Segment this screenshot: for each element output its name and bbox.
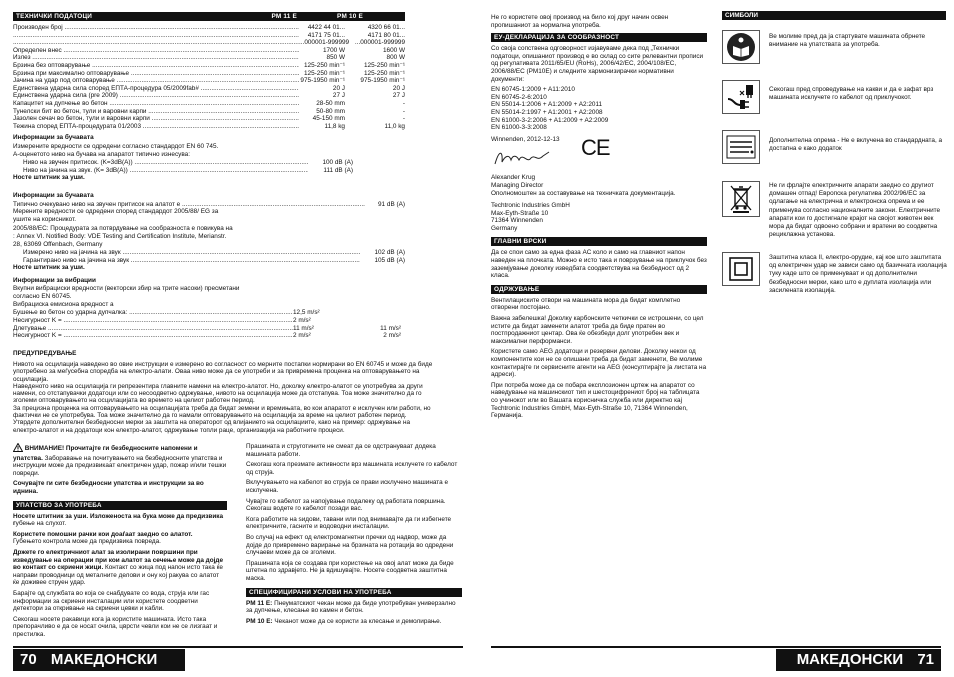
spec-row (13, 115, 405, 123)
spec-label: Тунелски бит во бетон, тули и варовни карпи ..... (13, 108, 299, 116)
spec-value-pm11: 4171 75 01... (307, 31, 345, 39)
noise2-line2: 2005/88/ЕС: Процедурата за потврдување на сообразноста е повикува на : Annex VI. Notified Body: VDE Testing and Certification Institute, Merianstr. 28, 63069 Offenbach, Germany (13, 224, 233, 248)
warning-title: ПРЕДУПРЕДУВАЊЕ (13, 349, 77, 357)
signer-role: Managing Director (491, 181, 544, 189)
col2-para-0: Прашината и струготините не смеат да се одстрануваат додека машината работи. (246, 443, 436, 458)
vibration-row-3: Несигурност K = ..... 2 m/s² 2 m/s² (13, 332, 405, 340)
spec-row (13, 108, 405, 116)
col2-para-1: Секогаш кога презмате активности врз машината исклучете го кабелот од струја. (246, 461, 458, 476)
symbol-text-3: Не ги фрлајте електричните апарати заедно со другиот домашен отпад! Европска регулатива 2002/96/ЕС за одлагање на електрична и електронска опрема и ее применува согласно националните закони. Електричните апарати кои го достигнале крајот на својот животен век мора да бидат одвоено собрани и вратени во соодветна рециклажна установа. (769, 182, 941, 239)
safety-keep: Сочувајте ги сите безбедносни упатства и инструкции за во иднина. (13, 480, 204, 495)
warning-para-2: За прецизна проценка на оптоварувањето на осцилацијата треба да бидат земени и времињата, во кои апаратот е исклучен или работи, но фактички не се употребува. Тоа може значително да го намали оптоварувањето на осцилација за време на целиот работен период. (13, 404, 431, 419)
ce-mark: CE (581, 135, 610, 161)
spec-value-pm10: 800 W (386, 54, 405, 62)
standard-item: EN 60745-1:2009 + A11:2010 (491, 86, 575, 94)
specs-col1: PM 11 E (271, 13, 297, 20)
maint-para-2: Користете само AEG додатоци и резервни делови. Доколку некои од компонентите кои не се опишани треба да бидат заменети, Ве молиме контактирајте ги сервисните агенти на AEG (консултирајте ја листата на адреси). (491, 348, 707, 379)
right-intro: Не го користете овој производ на било кој друг начин освен пропишаниот за нормална употреба. (491, 14, 669, 29)
left-bottom-col1 (13, 443, 227, 641)
specs-title: ТЕХНИЧКИ ПОДАТОЦИ (16, 13, 93, 20)
safety-p1: Носете штитник за уши. Изложеноста на бука може да предизвика губење на слухот. (13, 512, 224, 528)
spec-label: Производен број ..... (13, 24, 299, 32)
spec-row (13, 100, 405, 108)
accessory-icon (722, 130, 760, 164)
standard-item: EN 60745-2-6:2010 (491, 93, 547, 101)
spec-value-pm11: 28-50 mm (316, 99, 345, 107)
spec-label: Определен внес ..... (13, 47, 299, 55)
specs-table (13, 24, 405, 130)
vibration-row-1: Несигурност K = ..... 2 m/s² (13, 317, 405, 325)
spec-value-pm10: 11,0 kg (384, 122, 405, 130)
spec-label: Единствена ударна сила според ЕПТА-процедура 05/2009fab# ..... (13, 85, 299, 93)
vibration-line1: Вибрациска емисиона вредност a (13, 301, 114, 309)
noise1-title: Информации за бучавата (13, 134, 94, 142)
address (491, 202, 707, 232)
spec-label: Излез ..... (13, 54, 299, 62)
spec-row (13, 62, 405, 70)
spec-value-pm10: 4171 80 01... (367, 31, 405, 39)
address-line: Max-Eyth-Straße 10 (491, 209, 549, 217)
spec-value-pm10: 27 J (392, 92, 405, 100)
spec-label: Единствена ударна сила (pre 2009) ..... (13, 92, 299, 100)
spec-value-pm11: 27 J (332, 92, 345, 100)
vibration-title: Информации за вибрации (13, 276, 96, 284)
usage-section-header: УПАТСТВО ЗА УПОТРЕБА (13, 501, 227, 510)
signer-name: Alexander Krug (491, 174, 536, 182)
spec-value-pm11: 45-150 mm (312, 115, 345, 123)
safety-p2: Користете помошни рачки кои доаѓаат заедно со алатот. Губењето контрола може да предизвика повреда. (13, 530, 193, 546)
spec-value-pm10: 1600 W (382, 46, 405, 54)
symbol-text-1: Секогаш пред спроведување на какви и да е зафат врз машината исклучете го кабелот од приклучокот. (769, 86, 934, 102)
noise1-line1: А-оценетото ниво на бучава на апаратот типично изнесува: (13, 150, 190, 158)
spec-row (13, 70, 405, 78)
spec-value-pm11: 125-250 min⁻¹ (303, 61, 345, 69)
ce-section-header: ЕУ-ДЕКЛАРАЦИЈА ЗА СООБРАЗНОСТ (491, 33, 707, 42)
manual-read-icon (722, 30, 760, 64)
spec-value-pm10: - (402, 99, 405, 107)
address-line: Techtronic Industries GmbH (491, 202, 570, 210)
spec-value-pm11: 4422 44 01... (307, 24, 345, 31)
class-ii-icon (722, 252, 760, 286)
warning-para-3: Утврдете дополнителни безбедносни мерки за заштита на операторот од влијанието на осцилациите, како на пример: одржување на електро-алатот и на додатоци кон електро-алатот, одржување топли раце, организација на работните процеси. (13, 419, 411, 434)
vibration-row-2: Длетување ..... 11 m/s² 11 m/s² (13, 325, 405, 333)
authorized-text: Ополномоштен за составување на техничката документација. (491, 189, 676, 197)
standard-item: EN 61000-3-3:2008 (491, 124, 547, 132)
noise2-level-1: Гарантирано ниво на јачина на звук ..... 105 dB (A) (13, 257, 405, 265)
noise2-line1: Мерените вредности се одредени според стандардот 2005/88/ EG за ушите на корисникот. (13, 208, 219, 224)
vibration-line0: Вкупни вибрациски вредности (векторски збир на трите насоки) пресметани согласно EN 60745. (13, 284, 240, 300)
standard-item: EN 55014-2:1997 + A1:2001 + A2:2008 (491, 108, 603, 116)
spec-value-pm10: - (402, 107, 405, 115)
spec-row (13, 92, 405, 100)
right-page-title: МАКЕДОНСКИ (796, 651, 904, 668)
spec-value-pm10: 4320 66 01... (367, 24, 405, 31)
spec-row (13, 85, 405, 93)
right-col1 (491, 14, 707, 423)
safety-p4: Барајте од службата во која се снабдувате со вода, струја или гас информации за скриени инсталации или користете соодветни детектори за откривање на скриени цевки и кабли. (13, 589, 210, 613)
right-footer-rule (491, 646, 941, 648)
spec-value-pm11: 20 J (332, 84, 345, 92)
mains-text: Да се спои само за една фаза AC коло и само на главниот напон наведен на плочката. Можно е исто така и поврзување на приклучок без заземјување доколку изведбата соодветствува на безбедност од 2 класа. (491, 249, 707, 280)
specs-header (13, 12, 405, 21)
spec-value-pm10: 975-1950 min⁻¹ (360, 77, 405, 85)
spec-row (13, 39, 405, 47)
weee-bin-icon (722, 181, 760, 217)
spec-value-pm11: 125-250 min⁻¹ (303, 69, 345, 77)
noise1-level-1: Ниво на јачина на звук. (K= 3dB(A)) ..... 111 dB (A) (13, 167, 353, 175)
conditions-section-header: СПЕЦИФИЦИРАНИ УСЛОВИ НА УПОТРЕБА (246, 588, 462, 597)
spec-value-pm11: 850 W (326, 54, 345, 62)
col2-para-2: Вклучувањето на кабелот во струја се прави исклучено машината е исклучена. (246, 479, 449, 494)
spec-value-pm10: ...000001-999999 (354, 39, 405, 47)
spec-value-pm11: 11,8 kg (324, 122, 345, 130)
safety-p3: Држете го електричниот алат за изолирани површини при изведување на операции при кои алатот за сечење може да дојде во контакт со скриени жици. Контакт со жица под напон исто така ќе направи проводници од металните делови и ону кој ракува со алатот ќе доживее струен удар. (13, 548, 224, 587)
maint-para-3: При потреба може да се побара експлозионен цртеж на апаратот со наведување на машинскиот тип и шестоцифрениот број на таблицата со учинокот или во Вашата корисничка служба или директно кај Techtronic Industries GmbH, Max-Eyth-Straße 10, 71364 Winnenden, Германија. (491, 381, 700, 420)
right-footer (776, 649, 941, 671)
spec-label (13, 39, 299, 47)
col2-para-3: Чувајте го кабелот за напојување подалеку од работата површина. Секогаш водете го кабелот позади вас. (246, 497, 446, 513)
spec-row (13, 77, 405, 85)
col2-para-4: Кога работите на ѕидови, тавани или под внимавајте да ги избегнете електричните, гасните и водоводни инсталации. (246, 515, 452, 531)
col2-para-5: Во случај на ефект од електромагнетни пречки од надвор, може да дојде до привремено варирање на брзината на ротација во одредени случаеви може да се зголеми. (246, 533, 454, 557)
symbol-text-2: Дополнителна опрема - Не е вклучена во стандардната, а достапна е како додаток (769, 137, 943, 153)
vibration-row-0: Бушење во бетон со ударна дупчалка: ..... 12,5 m/s² (13, 309, 405, 317)
noise2-level-0: Измерено ниво на јачина на звук ..... 102 dB (A) (13, 249, 405, 257)
maint-para-1: Важна забелешка! Доколку карбонските четкички се истрошени, со цел истите да бидат заменети алатот треба да биде пратен во постпродажниот центар. Ова ќе обезбеди долг употребен век и максимални перформанси. (491, 315, 704, 345)
spec-label: Јачина на удар под оптоварување ..... (13, 77, 299, 85)
maint-para-0: Вентилациските отвори на машината мора да бидат комплетно отворени постојано. (491, 296, 681, 312)
specs-col2: PM 10 E (337, 13, 363, 20)
spec-row (13, 47, 405, 55)
safety-warning: ВНИМАНИЕ! Прочитајте ги безбедносните напомени и упатства. Заборавање на почитувањето на безбедносните упатства и инструкции може да предизвикаат електричен удар, пожар и/или тешки повреди. (13, 445, 227, 477)
spec-value-pm10: - (402, 115, 405, 123)
spec-label: Тежина според ЕПТА-процедурата 01/2003 ..... (13, 123, 299, 131)
noise2-line0: Типично очекувано ниво на звучен притисок на алатот е ..... 91 dB (A) (13, 201, 405, 209)
left-top-column (13, 10, 433, 434)
ce-text: Со своја сопствена одговорност изјавуваме дека под „Технички податоци, опишаниот производ е во склад со сите релевантни прописи од регулативата 2011/65/EU (RoHs), 2006/42/EC, 2004/108/EC, 2006/88/EC (PM10E) и следните хармонизирачки нормативни документи: (491, 45, 704, 83)
symbol-text-0: Ве молиме пред да ја стартувате машината обрнете внимание на упатствата за употреба. (769, 33, 926, 49)
safety-p5: Секогаш носете ракавици кога ја користите машината. Исто така препорачливо е да се носат очила, цврсти чевли кои не се лизгаат и престилка. (13, 615, 218, 638)
signature-image (493, 146, 553, 170)
address-line: Germany (491, 224, 518, 232)
spec-row (13, 54, 405, 62)
spec-value-pm10: 125-250 min⁻¹ (363, 61, 405, 69)
spec-label: Капацитет на дупчење во бетон ..... (13, 100, 299, 108)
spec-label: Јазолен сечач во бетон, тули и варовни карпи ..... (13, 115, 299, 123)
spec-value-pm11: 50-80 mm (316, 107, 345, 115)
spec-value-pm11: 975-1950 min⁻¹ (300, 77, 345, 85)
spec-label: Брзина при максимално оптоварување ..... (13, 70, 299, 78)
spec-label: Брзина без оптоварување ..... (13, 62, 299, 70)
spec-row (13, 24, 405, 32)
noise1-note: Носте штитник за уши. (13, 174, 85, 182)
left-page-number: 70 (20, 651, 37, 668)
mains-section-header: ГЛАВНИ ВРСКИ (491, 237, 707, 246)
noise2-title: Информации за бучавата (13, 192, 94, 200)
left-bottom-col2 (246, 443, 462, 628)
warning-para-1: Наведеното ниво на осцилација ги репрезентира главните намени на електро-алатот. Но, доколку електро-алатот се употребува за други намени, со отстапувачки додатоци или со несоодветно одржување, нивото на осцилација може да отстапува. Тоа може значително да го зголеми оптоварувањето на осцилацијата во времето на целиот работен период. (13, 382, 423, 405)
place-date: Winnenden, 2012-12-13 (491, 135, 560, 143)
spec-value-pm10: 20 J (392, 84, 405, 92)
left-page-title: МАКЕДОНСКИ (50, 651, 158, 668)
spec-value-pm11: ...000001-999999 (299, 39, 350, 47)
spec-value-pm10: 125-250 min⁻¹ (363, 69, 405, 77)
noise1-line0: Измерените вредности се одредени согласно стандардот EN 60 745. (13, 142, 219, 150)
warning-para-0: Нивото на осцилација наведено во овие инструкции е измерено во согласност со мерните постапки нормирани во EN 60745 и може да биде употребено за меѓусебна споредба на електро-алати. Оваа ниво може да се употреби и за привремена проценка на оптоварувањето на осцилација. (13, 360, 433, 383)
left-footer (13, 649, 185, 671)
unplug-icon (722, 80, 760, 114)
col2-para-6: Прашината која се создава при користење на овој алат може да биде штетна по здравјето. Не ја вдишувајте. Носете соодветна заштитна маска. (246, 559, 454, 582)
warning-triangle-icon (13, 443, 23, 455)
symbol-text-4: Заштитна класа II, електро-орудие, кај кое што заштитата од електричен удар не зависи само од базичната изолација туку каде што се применуваат и од дополнителни безбедносни мерки, како што е дуплата изолација или засилената изолација. (769, 254, 947, 294)
standards-list (491, 86, 707, 132)
pm11-para: PM 11 E: Пнеуматскиот чекан може да биде употребуван универзално за дупчење, клесање во камен и бетон. (246, 599, 456, 615)
noise1-level-0: Ниво на звучен притисок. (K=3dB(A)) ..... 100 dB (A) (13, 159, 353, 167)
standard-item: EN 55014-1:2006 + A1:2009 + A2:2011 (491, 101, 603, 109)
right-page-number: 71 (917, 651, 934, 668)
standard-item: EN 61000-3-2:2006 + A1:2009 + A2:2009 (491, 116, 609, 124)
spec-row (13, 32, 405, 40)
symbols-section-header: СИМБОЛИ (722, 11, 946, 20)
left-footer-rule (13, 646, 463, 648)
address-line: 71364 Winnenden (491, 217, 543, 225)
spec-value-pm11: 1700 W (322, 46, 345, 54)
spec-label (13, 32, 299, 40)
maintenance-section-header: ОДРЖУВАЊЕ (491, 285, 707, 294)
spec-row (13, 123, 405, 131)
pm10-para: PM 10 E: Чеканот може да се користи за клесање и демолирање. (246, 617, 442, 625)
noise2-note: Носте штитник за уши. (13, 264, 85, 272)
